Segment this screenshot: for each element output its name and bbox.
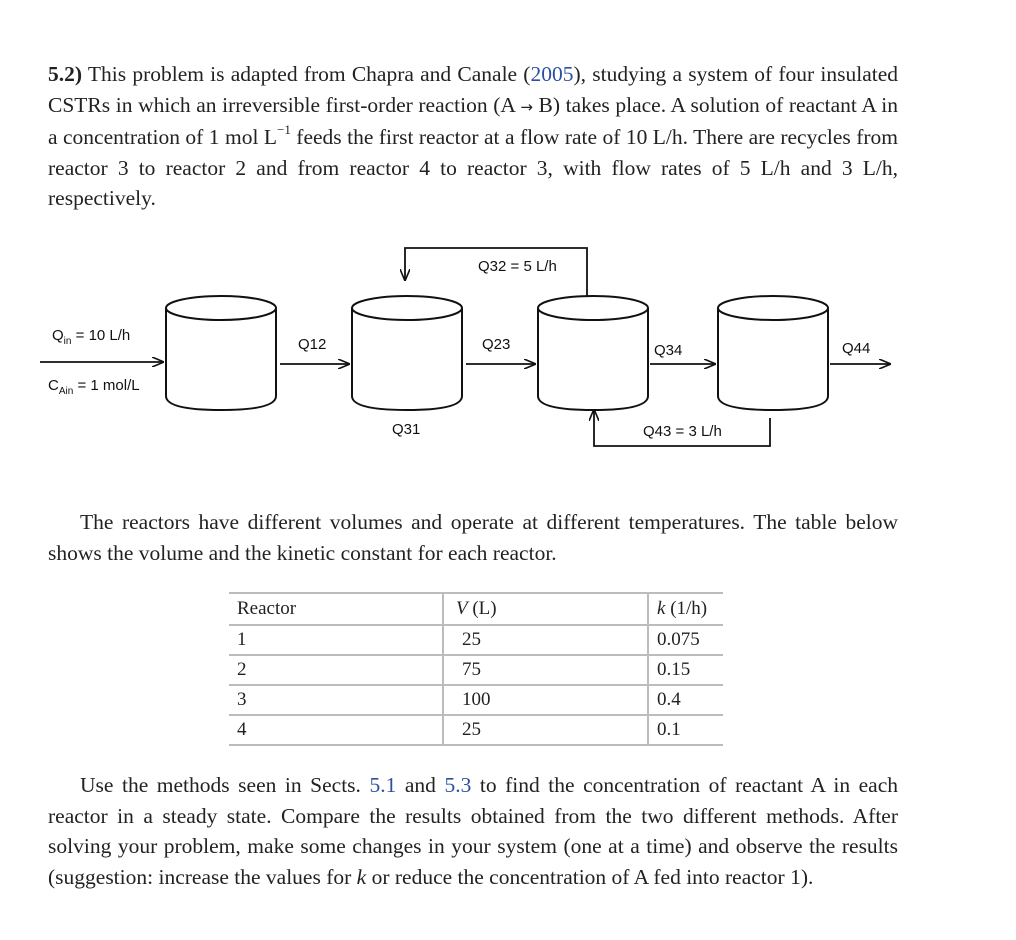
c-in-label: $C_{Ain} = 1$ mol/L [48,377,140,397]
task-text-3: to find the concentration of reactant A in each reactor in a steady state. Compare the results obtained from the two different methods. After solving your problem, make some changes in your system (one at a time) and observe the results (suggestion: increase the values for [48,773,898,889]
cell-reactor: 3 [229,685,443,715]
cell-k: 0.15 [648,655,723,685]
cell-reactor: 2 [229,655,443,685]
cell-volume: 25 [443,715,648,745]
q23-label: Q23 [482,336,511,353]
header-volume: V (L) [443,593,648,625]
reactor-4 [718,296,828,410]
table-row [229,715,723,745]
table-row [229,685,723,715]
task-text-2: and [396,773,445,797]
table-row [229,655,723,685]
cell-volume: 100 [443,685,648,715]
section-5-3-link[interactable]: 5.3 [444,773,472,797]
header-reactor: Reactor [229,593,443,625]
cell-volume: 75 [443,655,648,685]
cell-k: 0.1 [648,715,723,745]
table-intro-text: The reactors have different volumes and operate at different temperatures. The table below shows the volume and the kinetic constant for each reactor. [48,510,898,565]
q34-label: Q34 [654,342,683,359]
cell-k: 0.075 [648,625,723,655]
k-variable: k [356,864,367,889]
section-5-1-link[interactable]: 5.1 [369,773,397,797]
cell-reactor: 4 [229,715,443,745]
cell-k: 0.4 [648,685,723,715]
problem-intro [48,59,898,214]
intro-text-2: ), studying a system of four insulated CSTRs in which an irreversible first-order reaction (A [48,62,898,117]
reactor-diagram [0,230,1016,470]
task-text-1: Use the methods seen in Sects. [80,773,370,797]
q32-label: Q32 = 5 L/h [478,258,557,275]
header-k: k (1/h) [648,593,723,625]
reactor-1 [166,296,276,410]
intro-text-1: This problem is adapted from Chapra and Canale ( [82,62,531,86]
problem-number: 5.2) [48,62,83,86]
q43-label: Q43 = 3 L/h [643,423,722,440]
cell-reactor: 1 [229,625,443,655]
reference-year-link[interactable]: 2005 [530,62,574,86]
reaction-arrow: → [520,97,533,116]
cell-volume: 25 [443,625,648,655]
q44-label: Q44 [842,340,871,357]
table-header-row [229,593,723,625]
reactor-table-wrap [229,592,723,746]
table-intro [48,507,898,568]
task-text-4: or reduce the concentration of A fed into reactor 1). [366,864,814,889]
intro-text-3: B) takes place. A solution of reactant A in a concentration of 1 mol L [48,92,898,149]
intro-text-4: feeds the first reactor at a flow rate of 10 L/h. There are recycles from reactor 3 to reactor 2 and from reactor 4 to reactor 3, with flow rates of 5 L/h and 3 L/h, respectively. [48,125,898,210]
task-text [48,770,898,892]
q12-label: Q12 [298,336,327,353]
reactor-2 [352,296,462,410]
reactor-3 [538,296,648,410]
reactor-table [229,592,723,746]
unit-exponent: −1 [277,121,291,137]
q31-label: Q31 [392,421,421,438]
table-row [229,625,723,655]
q-in-label: $Q_{in} = 10$ L/h [52,327,131,347]
